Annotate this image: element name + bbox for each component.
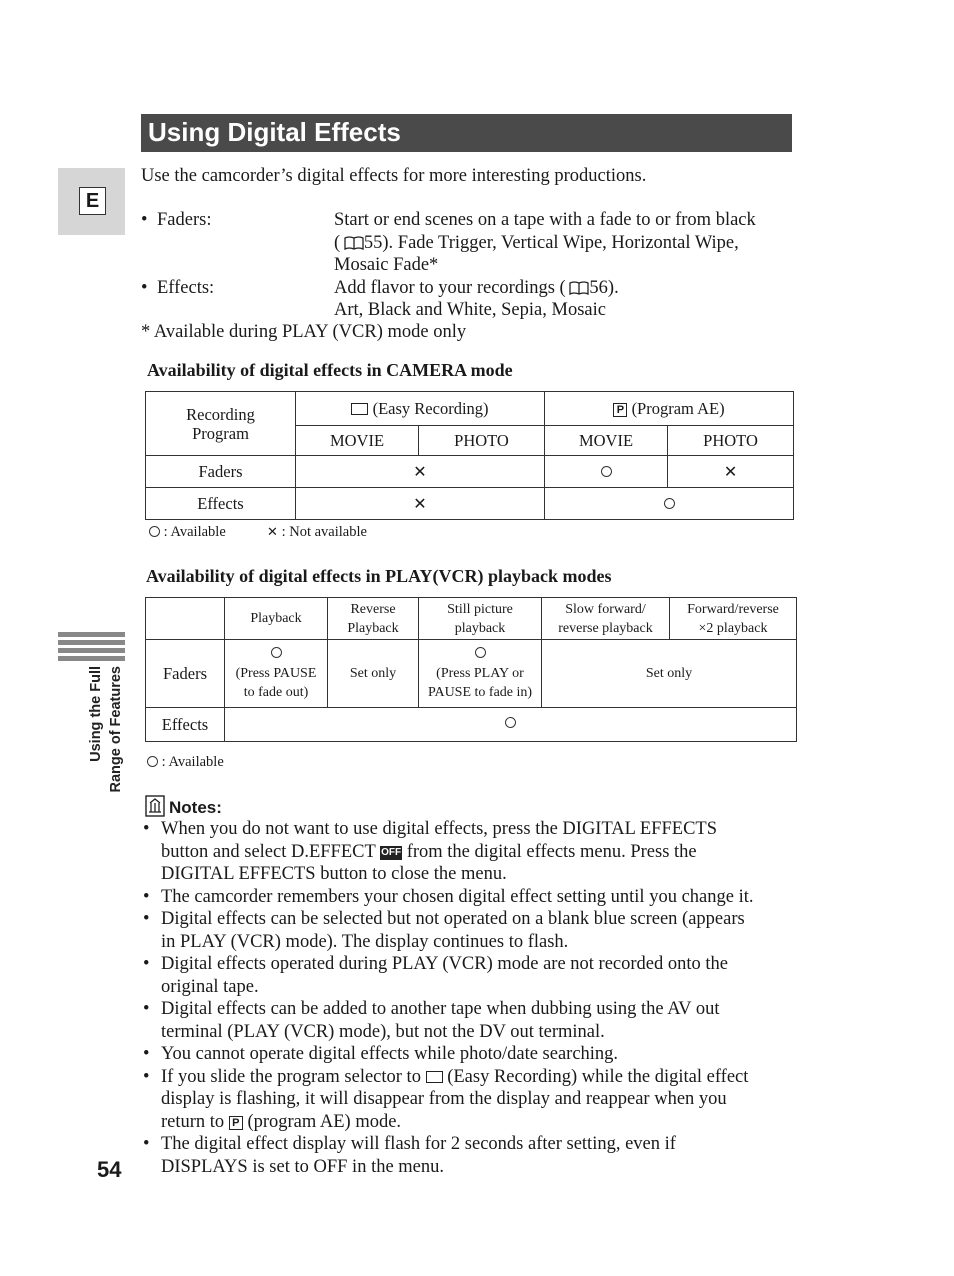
note-line: The digital effect display will flash for 2 seconds after setting, even if bbox=[161, 1134, 676, 1154]
available-cell bbox=[545, 488, 794, 520]
recording-program-header bbox=[146, 392, 296, 456]
program-ae-icon: P bbox=[229, 1116, 243, 1130]
play-mode-table bbox=[145, 597, 797, 742]
legend-not-available: : Not available bbox=[281, 524, 367, 540]
faders-playback-cell bbox=[225, 640, 328, 708]
header-line: Program bbox=[192, 423, 249, 443]
note-line: original tape. bbox=[161, 976, 259, 997]
section-side-label bbox=[86, 666, 136, 826]
page-title: Using Digital Effects bbox=[148, 117, 401, 147]
note-line: When you do not want to use digital effects, press the DIGITAL EFFECTS bbox=[161, 819, 717, 839]
circle-icon bbox=[601, 466, 612, 477]
side-label-line: Using the Full bbox=[88, 666, 104, 762]
note-line: Digital effects can be added to another tape when dubbing using the AV out bbox=[161, 999, 720, 1019]
easy-recording-icon bbox=[426, 1071, 443, 1083]
faders-reverse-cell: Set only bbox=[328, 640, 419, 708]
table2-legend bbox=[147, 754, 224, 771]
intro-text: Use the camcorder’s digital effects for more interesting productions. bbox=[141, 166, 647, 186]
not-available-cell bbox=[296, 456, 545, 488]
note-text: (program AE) mode. bbox=[247, 1111, 402, 1132]
row-label: Faders bbox=[146, 456, 296, 488]
easy-recording-icon bbox=[351, 403, 368, 415]
cross-icon: ✕ bbox=[267, 525, 278, 540]
note-line: DISPLAYS is set to OFF in the menu. bbox=[161, 1156, 445, 1177]
note-item: • The digital effect display will flash for 2 seconds after setting, even if DISPLAYS is set to OFF in the menu. bbox=[141, 1133, 796, 1178]
legend-available: : Available bbox=[161, 754, 224, 770]
note-line: Digital effects can be selected but not operated on a blank blue screen (appears bbox=[161, 909, 745, 929]
effects-label: Effects: bbox=[157, 278, 215, 298]
language-tab bbox=[58, 168, 125, 235]
effects-desc-line1 bbox=[334, 277, 619, 300]
row-label: Effects bbox=[146, 488, 296, 520]
faders-desc-line2: ( 55). Fade Trigger, Vertical Wipe, Horizontal Wipe, bbox=[334, 232, 739, 253]
table1-legend bbox=[149, 524, 367, 541]
bullet-dot: • bbox=[141, 210, 148, 230]
header-line: ×2 playback bbox=[698, 620, 768, 636]
side-divider-line bbox=[58, 632, 125, 637]
note-item: • You cannot operate digital effects while photo/date searching. bbox=[141, 1043, 796, 1066]
side-divider-line bbox=[58, 640, 125, 645]
faders-slow-forward-cell: Set only bbox=[542, 640, 797, 708]
effects-desc-line2: Art, Black and White, Sepia, Mosaic bbox=[334, 300, 606, 320]
note-line: You cannot operate digital effects while photo/date searching. bbox=[161, 1044, 619, 1064]
note-item: • Digital effects can be added to another tape when dubbing using the AV out terminal (PLAY (VCR) mode), but not the DV out terminal. bbox=[141, 998, 796, 1043]
side-divider-line bbox=[58, 648, 125, 653]
notes-icon bbox=[145, 795, 165, 817]
header-line: Reverse bbox=[350, 601, 396, 617]
program-ae-label: (Program AE) bbox=[631, 398, 725, 418]
col-header-playback: Playback bbox=[225, 598, 328, 640]
circle-icon bbox=[147, 756, 158, 767]
circle-icon bbox=[271, 647, 282, 658]
note-line: DIGITAL EFFECTS button to close the menu. bbox=[161, 864, 507, 884]
side-label-line: Range of Features bbox=[108, 666, 124, 793]
note-line bbox=[161, 1066, 796, 1089]
program-ae-icon: P bbox=[613, 403, 627, 417]
effects-desc-line1-text: Add flavor to your recordings ( bbox=[334, 278, 566, 298]
subcol-header: PHOTO bbox=[419, 426, 545, 456]
note-line: The camcorder remembers your chosen digital effect setting until you change it. bbox=[161, 886, 754, 907]
note-line: terminal (PLAY (VCR) mode), but not the DV out terminal. bbox=[161, 1021, 605, 1042]
row-label: Effects bbox=[146, 708, 225, 742]
program-ae-header bbox=[545, 392, 794, 426]
note-item: • Digital effects operated during PLAY (VCR) mode are not recorded onto the original tape. bbox=[141, 953, 796, 998]
page-number: 54 bbox=[97, 1157, 122, 1182]
subcol-header: MOVIE bbox=[545, 426, 668, 456]
side-divider-line bbox=[58, 656, 125, 661]
header-line: playback bbox=[454, 620, 506, 636]
header-line: Slow forward/ bbox=[565, 601, 646, 617]
table1-heading: Availability of digital effects in CAMERA mode bbox=[147, 360, 513, 380]
cell-line: PAUSE to fade in) bbox=[427, 685, 533, 700]
not-available-cell bbox=[296, 488, 545, 520]
cross-icon: ✕ bbox=[413, 493, 427, 513]
book-reference-icon bbox=[344, 236, 364, 250]
header-line: Forward/reverse bbox=[687, 601, 779, 617]
note-item: • If you slide the program selector to (Easy Recording) while the digital effect display is flashing, it will disappear from the display and reappear when you return to P (program AE) mode. bbox=[141, 1066, 796, 1134]
note-item: • The camcorder remembers your chosen digital effect setting until you change it. bbox=[141, 886, 796, 909]
circle-icon bbox=[475, 647, 486, 658]
col-header-slow bbox=[542, 598, 670, 640]
header-line: reverse playback bbox=[558, 620, 653, 636]
cross-icon: ✕ bbox=[413, 461, 427, 481]
available-cell bbox=[545, 456, 668, 488]
note-line: display is flashing, it will disappear from the display and reappear when you bbox=[161, 1089, 727, 1109]
circle-icon bbox=[505, 717, 516, 728]
off-icon: OFF bbox=[381, 846, 402, 858]
effects-desc-line1-ref: 56). bbox=[589, 278, 619, 298]
header-line: Recording bbox=[186, 404, 255, 424]
table2-heading: Availability of digital effects in PLAY(VCR) playback modes bbox=[146, 566, 612, 586]
footnote: * Available during PLAY (VCR) mode only bbox=[141, 322, 467, 342]
empty-corner-cell bbox=[146, 598, 225, 640]
effects-available-cell bbox=[225, 708, 797, 742]
bullet-dot: • bbox=[141, 278, 148, 298]
easy-recording-label: (Easy Recording) bbox=[372, 398, 489, 418]
note-text: If you slide the program selector to bbox=[161, 1066, 421, 1087]
faders-still-cell bbox=[419, 640, 542, 708]
circle-icon bbox=[149, 526, 160, 537]
col-header-still bbox=[419, 598, 542, 640]
not-available-cell bbox=[668, 456, 794, 488]
language-tab-letter: E bbox=[79, 187, 106, 215]
subcol-header: MOVIE bbox=[296, 426, 419, 456]
subcol-header: PHOTO bbox=[668, 426, 794, 456]
note-text: button and select D.EFFECT bbox=[161, 841, 376, 862]
page-title-bar bbox=[141, 114, 792, 152]
easy-recording-header bbox=[296, 392, 545, 426]
faders-desc-line1: Start or end scenes on a tape with a fade to or from black bbox=[334, 210, 756, 230]
notes-header bbox=[145, 795, 222, 818]
circle-icon bbox=[664, 498, 675, 509]
book-reference-icon bbox=[569, 281, 589, 295]
row-label: Faders bbox=[146, 640, 225, 708]
faders-desc-line2-text: 55). Fade Trigger, Vertical Wipe, Horizontal Wipe, bbox=[363, 232, 739, 253]
col-header-forward-reverse bbox=[670, 598, 797, 640]
col-header-reverse bbox=[328, 598, 419, 640]
cell-line: to fade out) bbox=[243, 685, 309, 700]
cell-line: (Press PAUSE bbox=[235, 666, 317, 681]
note-line bbox=[161, 841, 796, 864]
notes-heading: Notes: bbox=[169, 798, 222, 817]
cross-icon: ✕ bbox=[723, 461, 738, 481]
note-line: in PLAY (VCR) mode). The display continues to flash. bbox=[161, 931, 569, 952]
note-text: from the digital effects menu. Press the bbox=[406, 841, 697, 862]
header-line: Still picture bbox=[447, 601, 513, 617]
legend-available: : Available bbox=[163, 524, 226, 540]
note-line bbox=[161, 1111, 796, 1134]
note-text: return to bbox=[161, 1111, 225, 1132]
camera-mode-table bbox=[145, 391, 794, 520]
header-line: Playback bbox=[347, 620, 399, 636]
feature-bullets bbox=[141, 209, 801, 321]
note-item: • Digital effects can be selected but not operated on a blank blue screen (appears in PLAY (VCR) mode). The display continues to flash. bbox=[141, 908, 796, 953]
faders-desc-line3: Mosaic Fade* bbox=[334, 255, 439, 275]
note-text: (Easy Recording) while the digital effect bbox=[447, 1066, 749, 1087]
note-item: • When you do not want to use digital effects, press the DIGITAL EFFECTS button and select D.EFFECT OFF from the digital effects menu. Press the DIGITAL EFFECTS button to close the menu. bbox=[141, 818, 796, 886]
faders-label: Faders: bbox=[157, 210, 212, 230]
cell-line: (Press PLAY or bbox=[436, 666, 524, 681]
note-line: Digital effects operated during PLAY (VCR) mode are not recorded onto the bbox=[161, 954, 729, 974]
